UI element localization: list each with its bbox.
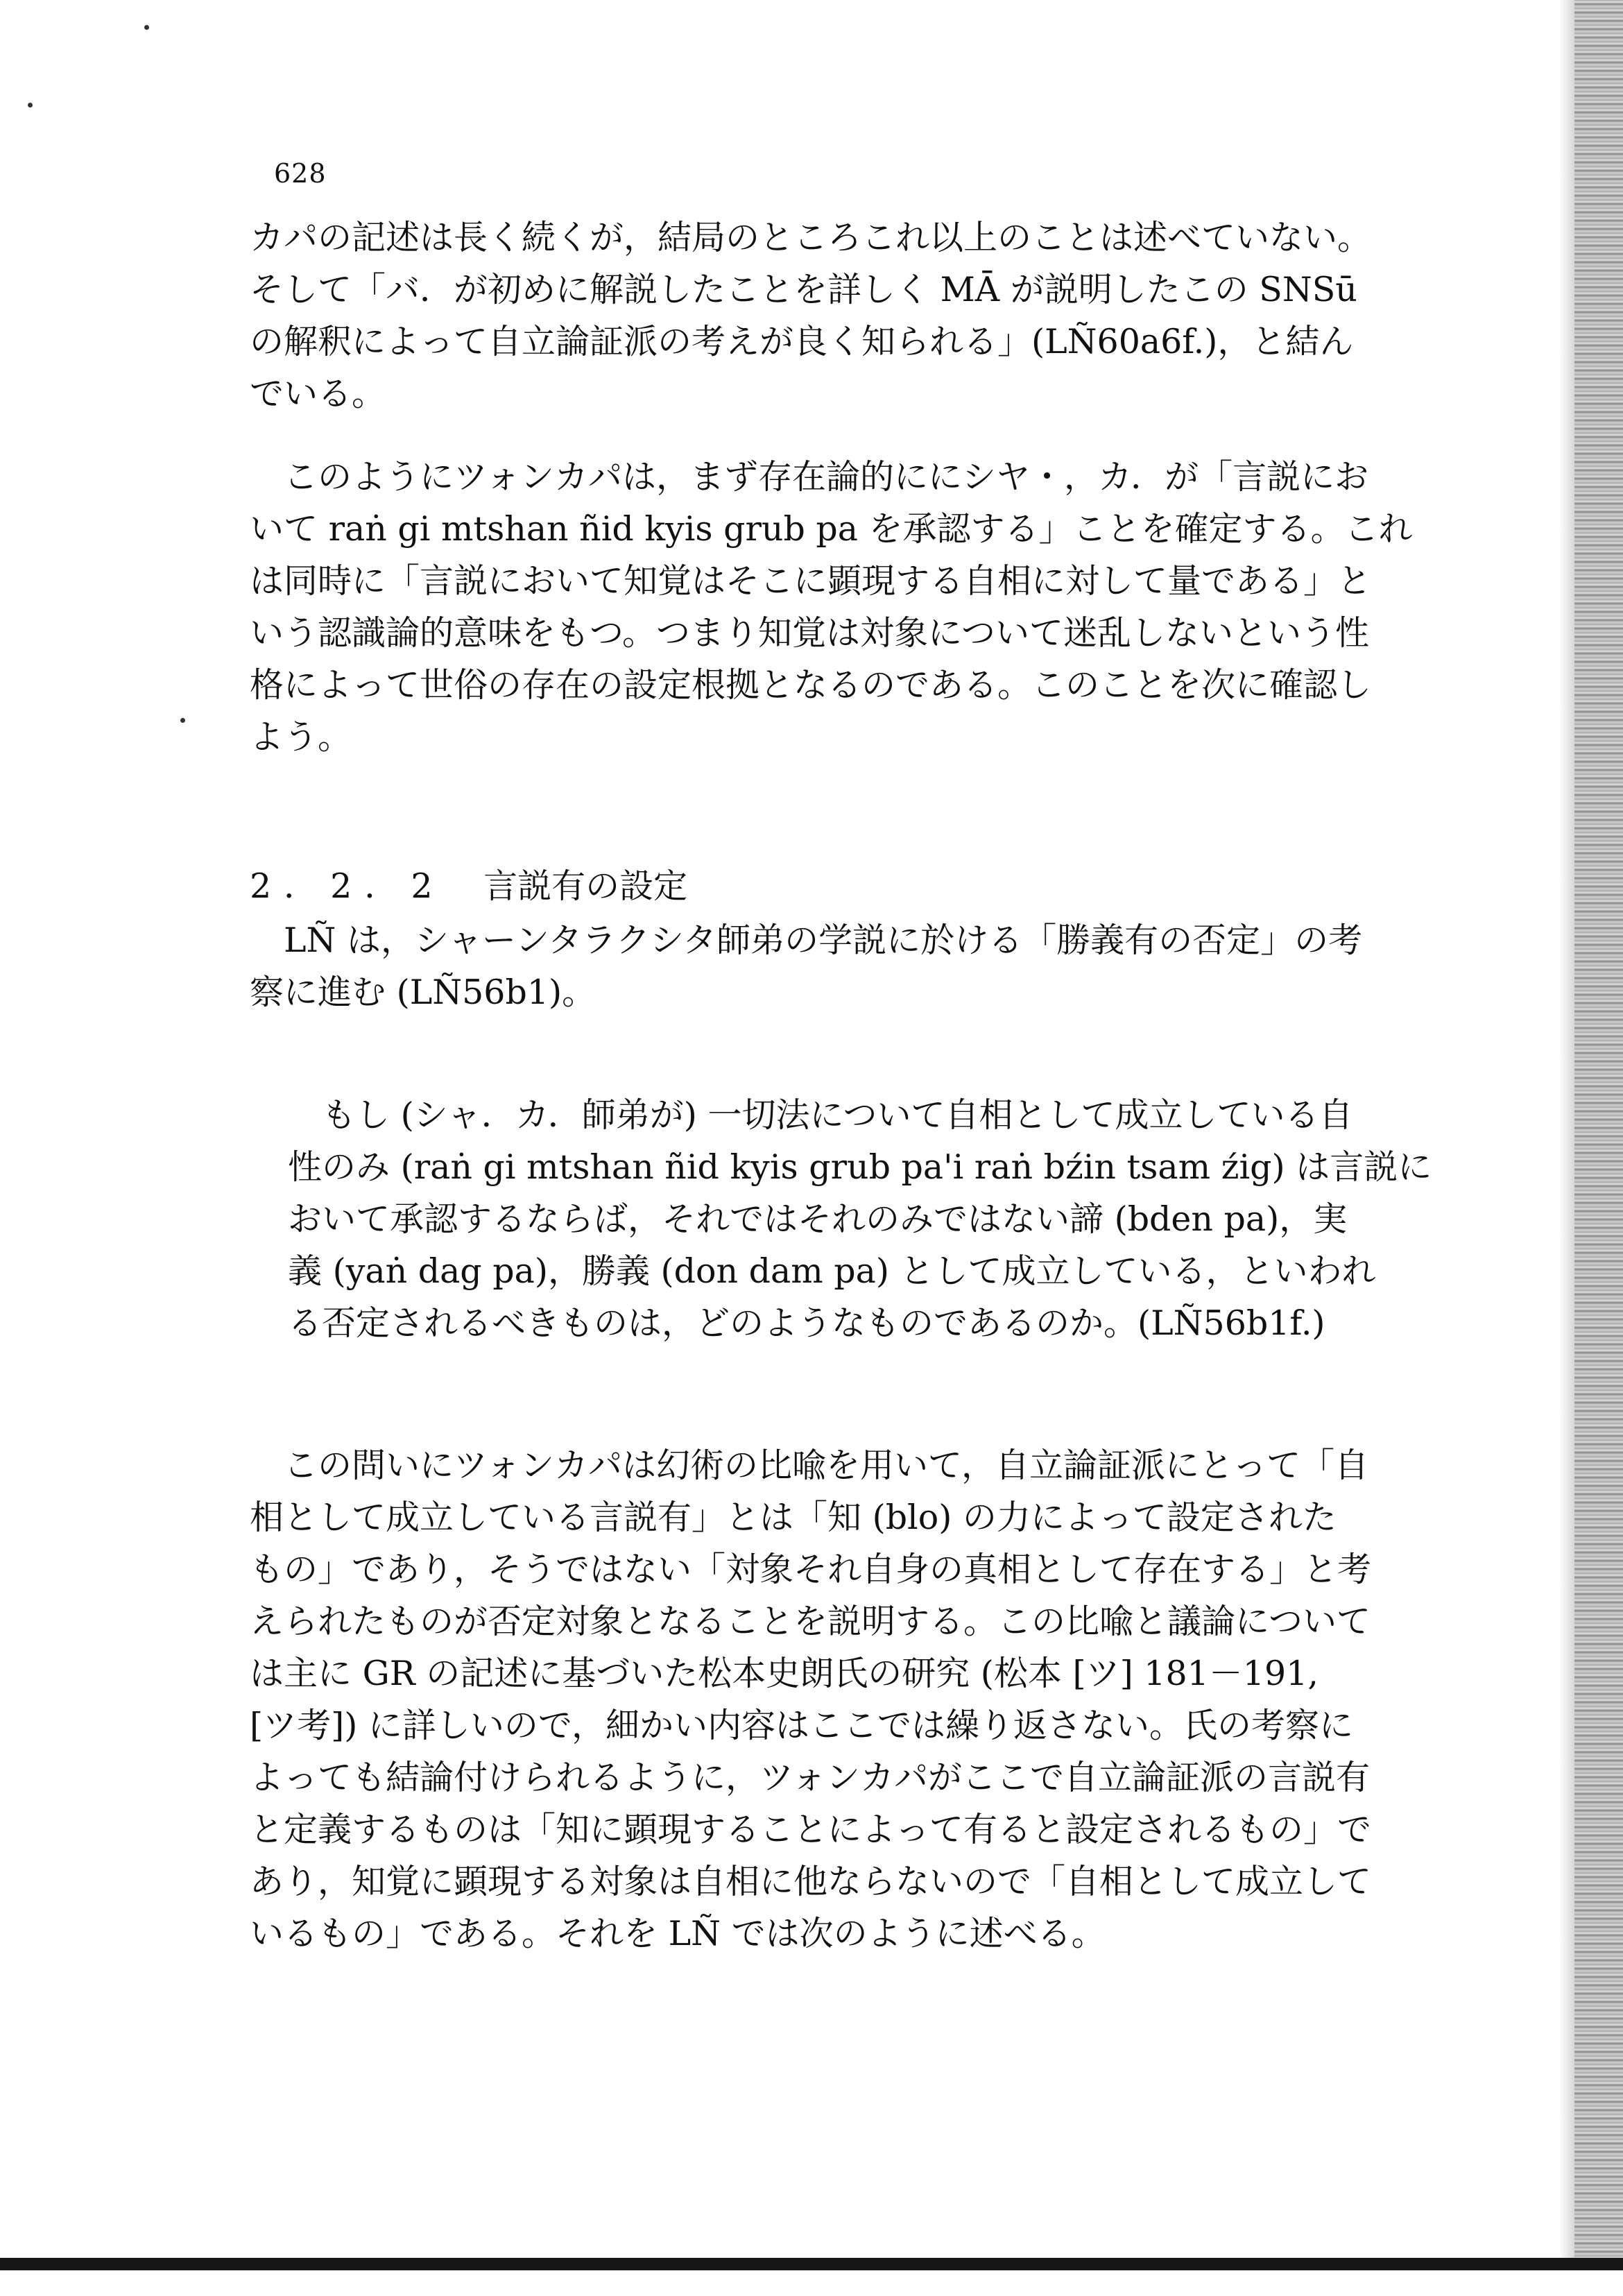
paragraph-2 <box>250 451 1413 763</box>
scan-edge-bottom <box>0 2258 1623 2270</box>
scan-edge-right <box>1574 0 1623 2296</box>
section-heading <box>250 860 687 912</box>
scan-speck <box>28 103 33 108</box>
text-line: 察に進む (LÑ56b1)。 <box>250 973 596 1012</box>
text-line: このようにツォンカパは，まず存在論的ににシヤ・，カ．が「言説にお <box>250 457 1369 497</box>
text-line: いるもの」である。それを LÑ では次のように述べる。 <box>250 1914 1106 1953</box>
text-line: そして「バ．が初めに解説したことを詳しく MĀ が説明したこの SNSū <box>250 270 1357 309</box>
text-line: でいる。 <box>250 374 386 413</box>
text-line: は主に GR の記述に基づいた松本史朗氏の研究 (松本 [ツ] 181－191, <box>250 1654 1319 1693</box>
text-line: えられたものが否定対象となることを説明する。この比喩と議論について <box>250 1602 1371 1641</box>
page-number: 628 <box>274 158 327 189</box>
text-line: いて raṅ gi mtshan ñid kyis grub pa を承認する」ことを確定する。これ <box>250 509 1413 549</box>
paragraph-1 <box>250 212 1401 420</box>
text-line: あり，知覚に顕現する対象は自相に他ならないので「自相として成立して <box>250 1862 1372 1901</box>
quote-line: おいて承認するならば，それではそれのみではない諦 (bden pa)，実 <box>288 1199 1348 1239</box>
section-number: 2．2．2 <box>250 866 445 906</box>
text-line: よう。 <box>250 717 352 757</box>
block-quote <box>288 1089 1432 1349</box>
text-line: LÑ は，シャーンタラクシタ師弟の学説に於ける「勝義有の否定」の考 <box>250 920 1363 960</box>
text-line: の解釈によって自立論証派の考えが良く知られる」(LÑ60a6f.)，と結ん <box>250 322 1354 361</box>
paragraph-3 <box>250 914 1401 1018</box>
text-line: は同時に「言説において知覚はそこに顕現する自相に対して量である」と <box>250 561 1372 601</box>
text-line: カパの記述は長く続くが，結局のところこれ以上のことは述べていない。 <box>250 218 1372 257</box>
quote-line: る否定されるべきものは，どのようなものであるのか。(LÑ56b1f.) <box>288 1303 1325 1343</box>
text-line: [ツ考]) に詳しいので，細かい内容はここでは繰り返さない。氏の考察に <box>250 1706 1353 1745</box>
paragraph-4 <box>250 1439 1401 1960</box>
section-title: 言説有の設定 <box>483 866 688 906</box>
scan-speck <box>144 25 149 30</box>
text-line: よっても結論付けられるように，ツォンカパがここで自立論証派の言説有 <box>250 1758 1371 1797</box>
scan-margin-bottom <box>0 2270 1623 2296</box>
text-line: 格によって世俗の存在の設定根拠となるのである。このことを次に確認し <box>250 665 1372 705</box>
quote-line: 性のみ (raṅ gi mtshan ñid kyis grub pa'i raṅ bźin tsam źig) は言説に <box>288 1147 1432 1187</box>
text-line: いう認識論的意味をもつ。つまり知覚は対象について迷乱しないという性 <box>250 613 1370 653</box>
text-line: もの」であり，そうではない「対象それ自身の真相として存在する」と考 <box>250 1550 1372 1589</box>
page-shadow <box>1559 0 1574 2296</box>
quote-line: 義 (yaṅ dag pa)，勝義 (don dam pa) として成立している，といわれ <box>288 1251 1376 1291</box>
text-line: と定義するものは「知に顕現することによって有ると設定されるもの」で <box>250 1810 1372 1849</box>
scan-speck <box>180 718 185 723</box>
text-line: この問いにツォンカパは幻術の比喩を用いて，自立論証派にとって「自 <box>250 1446 1369 1485</box>
quote-line: もし (シャ．カ．師弟が) 一切法について自相として成立している自 <box>288 1095 1353 1135</box>
text-line: 相として成立している言説有」とは「知 (blo) の力によって設定された <box>250 1498 1337 1537</box>
